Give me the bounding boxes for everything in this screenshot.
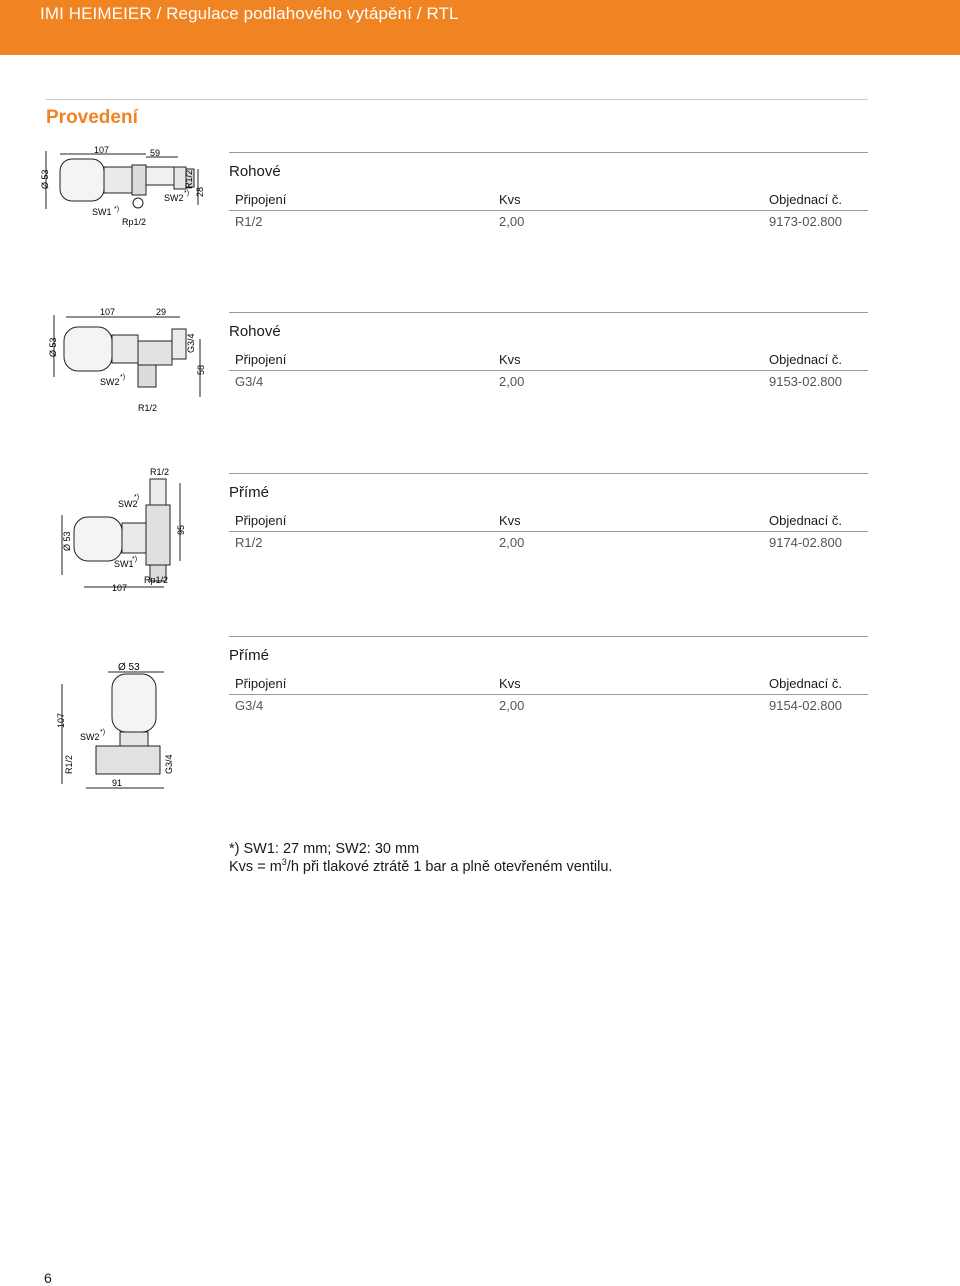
dim-diameter: Ø 53 bbox=[62, 531, 72, 551]
dim-height: 28 bbox=[195, 186, 205, 197]
dim-diameter: Ø 53 bbox=[40, 169, 50, 189]
cell-connection: G3/4 bbox=[235, 698, 264, 713]
footnote-sw: *) SW1: 27 mm; SW2: 30 mm bbox=[229, 841, 420, 857]
product-table-3 bbox=[229, 473, 868, 553]
dim-star: *) bbox=[100, 729, 106, 736]
dim-height: 58 bbox=[196, 364, 206, 375]
dim-sw-top: SW2 bbox=[118, 499, 138, 509]
footnote-kvs-pre: Kvs = m bbox=[229, 859, 282, 875]
dim-thread-left: R1/2 bbox=[64, 754, 74, 774]
dim-d1: 107 bbox=[94, 145, 110, 155]
cell-connection: R1/2 bbox=[235, 214, 263, 229]
footnote-kvs bbox=[229, 858, 612, 876]
header-kvs: Kvs bbox=[499, 676, 521, 691]
table-header-row bbox=[229, 189, 868, 211]
footnotes bbox=[229, 840, 612, 876]
section-title: Provedení bbox=[46, 107, 138, 128]
header-kvs: Kvs bbox=[499, 352, 521, 367]
cell-order-no: 9174-02.800 bbox=[768, 535, 842, 550]
dim-d2: 59 bbox=[150, 148, 161, 158]
product-table-4 bbox=[229, 636, 868, 716]
dim-sw-right: SW2 bbox=[164, 193, 184, 203]
valve-drawing-straight-1 bbox=[38, 465, 218, 595]
page-header-bar bbox=[0, 0, 960, 55]
dim-thread-top: G3/4 bbox=[186, 333, 196, 353]
cell-connection: G3/4 bbox=[235, 374, 264, 389]
cell-order-no: 9173-02.800 bbox=[768, 214, 842, 229]
header-connection: Připojení bbox=[235, 676, 287, 691]
cell-kvs: 2,00 bbox=[499, 214, 525, 229]
dim-thread-bottom: Rp1/2 bbox=[122, 217, 147, 227]
table-header-row bbox=[229, 673, 868, 695]
cell-kvs: 2,00 bbox=[499, 535, 525, 550]
header-order-no: Objednací č. bbox=[769, 352, 842, 367]
dim-star-left: *) bbox=[114, 206, 120, 213]
product-table-2 bbox=[229, 312, 868, 392]
header-kvs: Kvs bbox=[499, 192, 521, 207]
dim-star-top: *) bbox=[134, 494, 140, 501]
dim-thread-bottom: R1/2 bbox=[138, 403, 158, 413]
valve-drawing-straight-2 bbox=[38, 628, 218, 798]
dim-height: 107 bbox=[56, 712, 66, 728]
dim-diameter: Ø 53 bbox=[48, 337, 58, 357]
table-row bbox=[229, 211, 868, 232]
cell-connection: R1/2 bbox=[235, 535, 263, 550]
table-row bbox=[229, 371, 868, 392]
dim-sw-bottom: SW1 bbox=[114, 559, 134, 569]
header-title: IMI HEIMEIER / Regulace podlahového vytápění / RTL bbox=[40, 4, 459, 23]
dim-d2: 29 bbox=[156, 307, 167, 317]
cell-kvs: 2,00 bbox=[499, 374, 525, 389]
dim-thread-bottom: Rp1/2 bbox=[144, 575, 169, 585]
page-number: 6 bbox=[44, 1270, 52, 1286]
dim-sw-left: SW1 bbox=[92, 207, 112, 217]
table-row bbox=[229, 695, 868, 716]
valve-drawing-angle-2 bbox=[38, 305, 218, 415]
dim-d1: 107 bbox=[112, 583, 128, 593]
dim-star-bottom: *) bbox=[132, 556, 138, 563]
dim-height: 95 bbox=[176, 524, 186, 535]
header-kvs: Kvs bbox=[499, 513, 521, 528]
footnote-kvs-post: /h při tlakové ztrátě 1 bar a plně otevřeném ventilu. bbox=[286, 859, 613, 875]
dim-thread-top: R1/2 bbox=[184, 169, 194, 189]
product-name: Přímé bbox=[229, 484, 270, 501]
cell-order-no: 9153-02.800 bbox=[768, 374, 842, 389]
dim-sw: SW2 bbox=[80, 732, 100, 742]
table-header-row bbox=[229, 510, 868, 532]
footnote-kvs-sup: 3 bbox=[281, 857, 287, 868]
dim-star-right: *) bbox=[184, 190, 190, 197]
dim-diameter: Ø 53 bbox=[118, 662, 140, 673]
dim-thread-top: R1/2 bbox=[150, 467, 170, 477]
dim-sw-left: SW2 bbox=[100, 377, 120, 387]
product-name: Rohové bbox=[229, 163, 281, 180]
cell-kvs: 2,00 bbox=[499, 698, 525, 713]
table-header-row bbox=[229, 349, 868, 371]
section-divider bbox=[46, 99, 868, 100]
dim-d1: 91 bbox=[112, 778, 123, 788]
cell-order-no: 9154-02.800 bbox=[768, 698, 842, 713]
dim-thread-right: G3/4 bbox=[164, 754, 174, 774]
header-order-no: Objednací č. bbox=[769, 192, 842, 207]
header-connection: Připojení bbox=[235, 513, 287, 528]
header-order-no: Objednací č. bbox=[769, 513, 842, 528]
dim-star-left: *) bbox=[120, 374, 126, 381]
product-table-1 bbox=[229, 152, 868, 232]
product-name: Rohové bbox=[229, 323, 281, 340]
valve-drawing-angle-1 bbox=[38, 145, 218, 233]
product-name: Přímé bbox=[229, 647, 270, 664]
table-row bbox=[229, 532, 868, 553]
header-order-no: Objednací č. bbox=[769, 676, 842, 691]
header-connection: Připojení bbox=[235, 352, 287, 367]
dim-d1: 107 bbox=[100, 307, 116, 317]
header-connection: Připojení bbox=[235, 192, 287, 207]
